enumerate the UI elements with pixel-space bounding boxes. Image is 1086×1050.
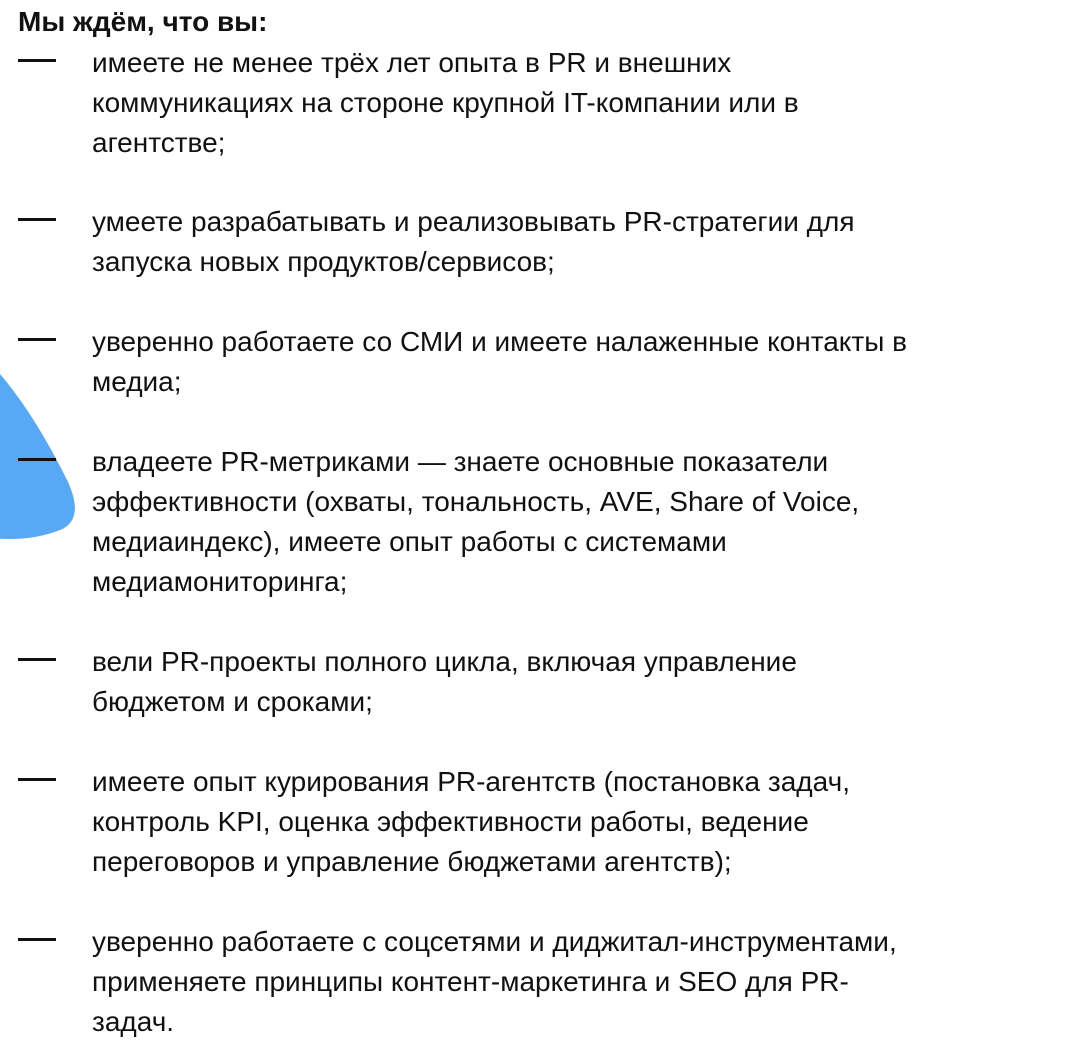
dash-bullet	[18, 218, 56, 221]
text-line: агентстве;	[92, 127, 226, 158]
text-line: эффективности (охваты, тональность, AVE, Share of Voice,	[92, 486, 860, 517]
text-line: контроль KPI, оценка эффективности работы, ведение	[92, 806, 809, 837]
text-line: бюджетом и сроками;	[92, 686, 373, 717]
dash-bullet	[18, 778, 56, 781]
text-line: владеете PR-метриками — знаете основные показатели	[92, 446, 829, 477]
requirement-text	[92, 322, 1067, 402]
text-line: применяете принципы контент-маркетинга и SEO для PR-	[92, 966, 849, 997]
text-line: переговоров и управление бюджетами агентств);	[92, 846, 732, 877]
text-line: медиаиндекс), имеете опыт работы с системами	[92, 526, 727, 557]
text-line: вели PR-проекты полного цикла, включая управление	[92, 646, 797, 677]
requirement-text	[92, 642, 1067, 722]
dash-bullet	[18, 458, 56, 461]
text-line: запуска новых продуктов/сервисов;	[92, 246, 555, 277]
requirement-text	[92, 442, 1067, 602]
dash-bullet	[18, 59, 56, 62]
text-line: имеете не менее трёх лет опыта в PR и внешних	[92, 47, 732, 78]
text-line: уверенно работаете с соцсетями и диджитал-инструментами,	[92, 926, 897, 957]
text-line: медиа;	[92, 366, 182, 397]
text-line: уверенно работаете со СМИ и имеете налаженные контакты в	[92, 326, 907, 357]
text-line: имеете опыт курирования PR-агентств (постановка задач,	[92, 766, 850, 797]
text-line: задач.	[92, 1006, 175, 1037]
text-line: умеете разрабатывать и реализовывать PR-стратегии для	[92, 206, 855, 237]
dash-bullet	[18, 338, 56, 341]
dash-bullet	[18, 938, 56, 941]
text-line: медиамониторинга;	[92, 566, 348, 597]
requirement-text	[92, 762, 1067, 882]
text-line: коммуникациях на стороне крупной IT-компании или в	[92, 87, 799, 118]
dash-bullet	[18, 658, 56, 661]
section-heading: Мы ждём, что вы:	[18, 6, 268, 37]
requirement-text	[92, 202, 1067, 282]
requirement-text	[92, 43, 1067, 163]
requirement-text	[92, 922, 1067, 1042]
